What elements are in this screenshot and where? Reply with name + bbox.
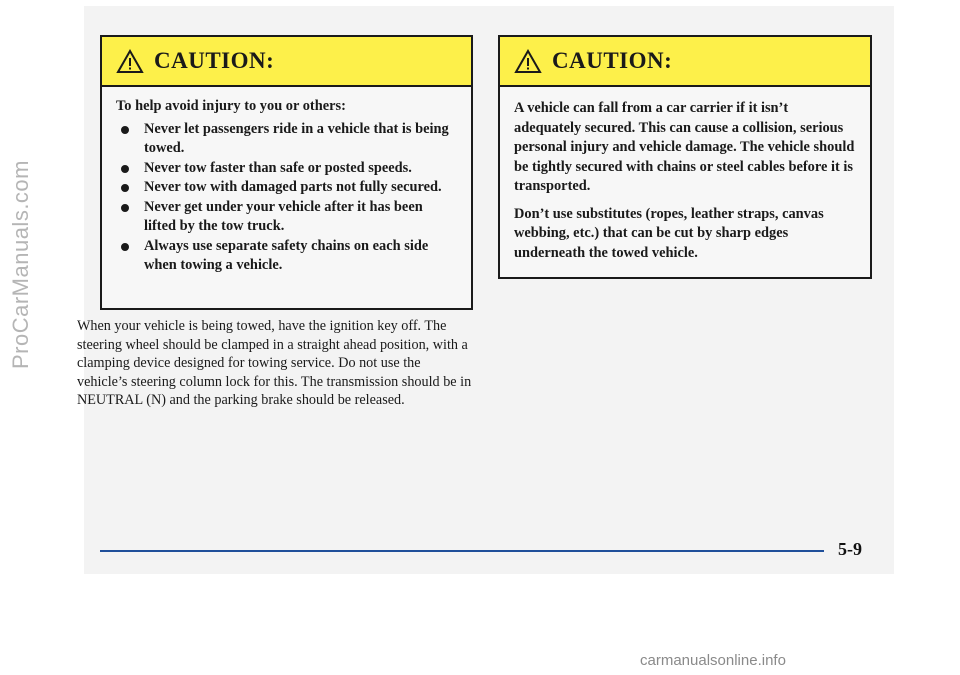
page-number: 5-9 xyxy=(838,539,862,559)
list-item: Always use separate safety chains on each side when towing a vehicle. xyxy=(116,237,457,276)
footer-watermark: carmanualsonline.info xyxy=(640,652,786,669)
caution-intro: To help avoid injury to you or others: xyxy=(116,98,346,114)
list-item: Never let passengers ride in a vehicle that is being towed. xyxy=(116,120,457,159)
list-item: Never get under your vehicle after it has been lifted by the tow truck. xyxy=(116,198,457,237)
caution-title: CAUTION: xyxy=(154,48,275,73)
bullet-icon xyxy=(121,184,129,192)
body-paragraph: When your vehicle is being towed, have the ignition key off. The steering wheel should be clamped in a straight ahead position, with a clamping device designed for towing service. Do not use the vehicle’s steering column lock for this. The transmission should be in NEUTRAL (N) and the parking brake should be released. xyxy=(77,318,472,409)
list-item: Never tow faster than safe or posted speeds. xyxy=(116,159,457,179)
caution-header xyxy=(500,37,870,87)
caution-box-left xyxy=(100,35,473,310)
list-item: Never tow with damaged parts not fully secured. xyxy=(116,178,457,198)
bullet-icon xyxy=(121,204,129,212)
bullet-icon xyxy=(121,243,129,251)
caution-box-right xyxy=(498,35,872,279)
warning-triangle-icon xyxy=(116,49,144,74)
warning-triangle-icon xyxy=(514,49,542,74)
caution-bullet-list xyxy=(116,120,457,276)
manual-page xyxy=(84,6,894,574)
caution-title: CAUTION: xyxy=(552,48,673,73)
bullet-icon xyxy=(121,126,129,134)
bottom-rule xyxy=(100,550,824,552)
caution-paragraph: Don’t use substitutes (ropes, leather straps, canvas webbing, etc.) that can be cut by sharp edges underneath the towed vehicle. xyxy=(514,205,824,261)
caution-header xyxy=(102,37,471,87)
side-watermark: ProCarManuals.com xyxy=(8,160,33,370)
caution-paragraph: A vehicle can fall from a car carrier if it isn’t adequately secured. This can cause a collision, serious personal injury and vehicle damage. The vehicle should be tightly secured with chains or steel cables before it is transported. xyxy=(514,100,855,194)
bullet-icon xyxy=(121,165,129,173)
towing-instructions xyxy=(77,317,472,410)
